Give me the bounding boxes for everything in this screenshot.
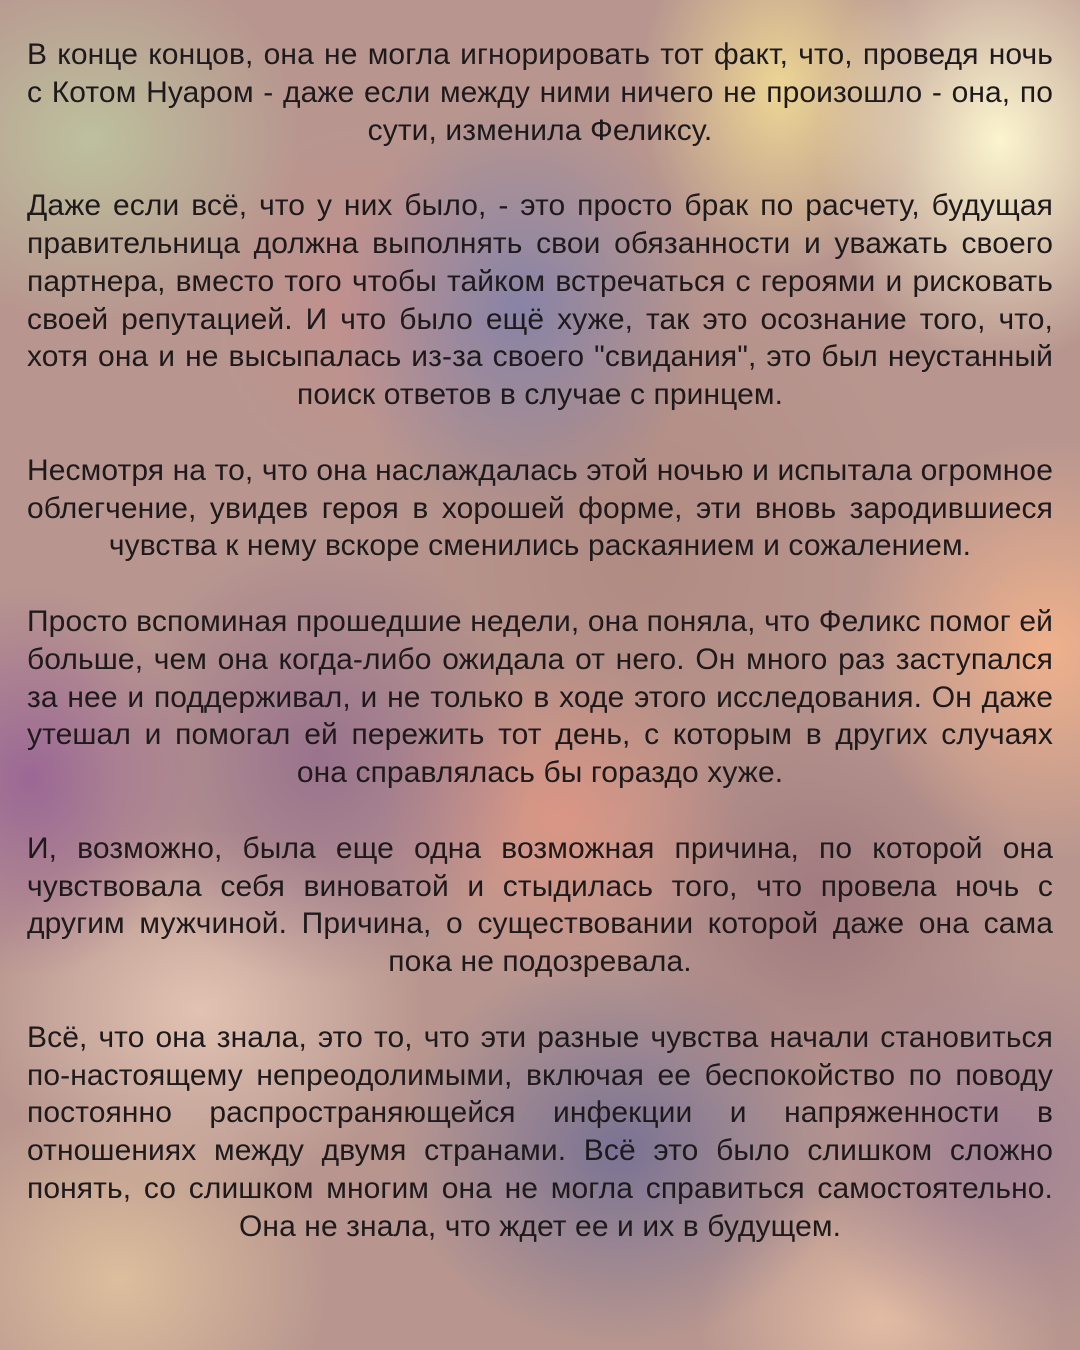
paragraph-4: Просто вспоминая прошедшие недели, она поняла, что Феликс помог ей больше, чем она когда-либо ожидала от него. Он много раз заступался за нее и поддерживал, и не только в ходе этого исследования. Он даже утешал и помогал ей пережить тот день, с которым в других случаях она справлялась бы гораздо хуже.	[27, 604, 1053, 790]
paragraph-3: Несмотря на то, что она наслаждалась этой ночью и испытала огромное облегчение, увидев героя в хорошей форме, эти вновь зародившиеся чувства к нему вскоре сменились раскаянием и сожалением.	[27, 453, 1053, 563]
paragraph-1: В конце концов, она не могла игнорировать тот факт, что, проведя ночь с Котом Нуаром - даже если между ними ничего не произошло - она, по сути, изменила Феликсу.	[27, 38, 1053, 147]
paragraph-5: И, возможно, была еще одна возможная причина, по которой она чувствовала себя виноватой и стыдилась того, что провела ночь с другим мужчиной. Причина, о существовании которой даже она сама пока не подозревала.	[27, 831, 1053, 979]
paragraph-2: Даже если всё, что у них было, - это просто брак по расчету, будущая правительница должна выполнять свои обязанности и уважать своего партнера, вместо того чтобы тайком встречаться с героями и рисковать своей репутацией. И что было ещё хуже, так это осознание того, что, хотя она и не высыпалась из-за своего "свидания", это был неустанный поиск ответов в случае с принцем.	[27, 189, 1053, 412]
story-text	[27, 36, 1053, 1246]
paragraph-6: Всё, что она знала, это то, что эти разные чувства начали становиться по-настоящему непреодолимыми, включая ее беспокойство по поводу постоянно распространяющейся инфекции и напряженности в отношениях между двумя странами. Всё это было слишком сложно понять, со слишком многим она не могла справиться самостоятельно. Она не знала, что ждет ее и их в будущем.	[27, 1020, 1053, 1243]
